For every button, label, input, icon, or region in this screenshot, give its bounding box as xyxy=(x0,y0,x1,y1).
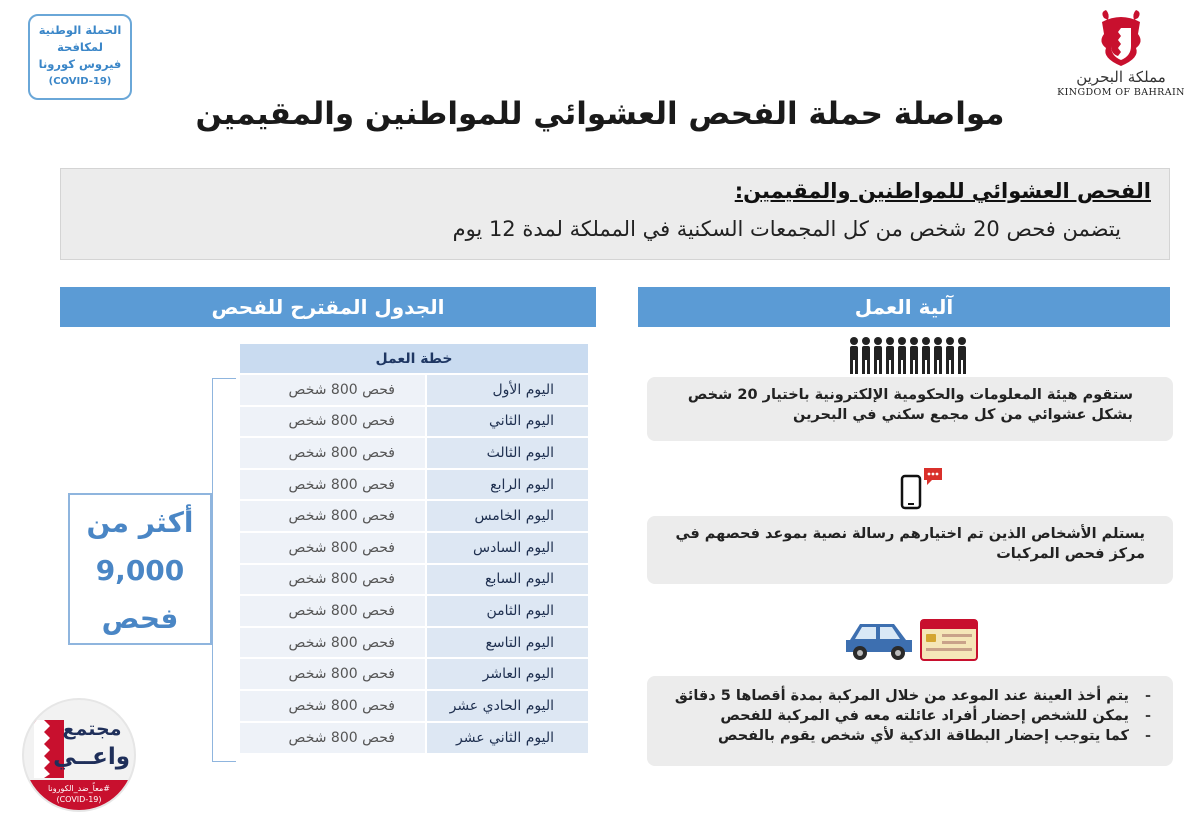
table-row xyxy=(240,564,588,596)
phone-message-icon xyxy=(898,466,944,512)
day-cell: اليوم الحادي عشر xyxy=(426,690,588,722)
intro-text: يتضمن فحص 20 شخص من كل المجمعات السكنية في المملكة لمدة 12 يوم xyxy=(452,217,1121,241)
day-cell: اليوم التاسع xyxy=(426,627,588,659)
table-row xyxy=(240,658,588,690)
count-cell: فحص 800 شخص xyxy=(240,532,426,564)
total-tests-box xyxy=(68,493,212,645)
step2-line2: مركز فحص المركبات xyxy=(996,546,1145,562)
day-cell: اليوم الثاني xyxy=(426,406,588,438)
step2-line1: يستلم الأشخاص الذين تم اختيارهم رسالة نصية بموعد فحصهم في xyxy=(675,526,1145,542)
day-cell: اليوم السابع xyxy=(426,564,588,596)
count-cell: فحص 800 شخص xyxy=(240,406,426,438)
badge-tag: (COVID-19) xyxy=(56,795,102,804)
day-cell: اليوم الثاني عشر xyxy=(426,722,588,754)
table-row xyxy=(240,690,588,722)
day-cell: اليوم الخامس xyxy=(426,500,588,532)
day-cell: اليوم الأول xyxy=(426,374,588,406)
table-row xyxy=(240,406,588,438)
count-cell: فحص 800 شخص xyxy=(240,500,426,532)
total-line3: فحص xyxy=(101,602,179,635)
instructions-list xyxy=(665,686,1151,746)
table-row xyxy=(240,500,588,532)
car-icon xyxy=(842,618,916,662)
badge-word1: مجتمع xyxy=(62,718,122,740)
schedule-bracket xyxy=(212,378,236,762)
table-row xyxy=(240,437,588,469)
kingdom-emblem xyxy=(1056,8,1186,104)
count-cell: فحص 800 شخص xyxy=(240,658,426,690)
campaign-badge-line3: فيروس كورونا xyxy=(38,57,122,71)
table-row xyxy=(240,532,588,564)
day-cell: اليوم الثامن xyxy=(426,595,588,627)
campaign-badge-line4: (COVID-19) xyxy=(48,76,112,87)
step-sms-notification xyxy=(647,516,1173,584)
count-cell: فحص 800 شخص xyxy=(240,690,426,722)
count-cell: فحص 800 شخص xyxy=(240,595,426,627)
id-card-icon xyxy=(920,618,978,662)
schedule-table xyxy=(240,344,588,753)
campaign-badge-line1: الحملة الوطنية xyxy=(38,23,122,37)
list-item: - يتم أخذ العينة عند الموعد من خلال المركبة بمدة أقصاها 5 دقائق xyxy=(665,686,1151,706)
coat-of-arms-icon xyxy=(1098,8,1144,68)
schedule-table-title: خطة العمل xyxy=(240,344,588,374)
aware-community-badge xyxy=(24,700,134,810)
table-row xyxy=(240,469,588,501)
count-cell: فحص 800 شخص xyxy=(240,374,426,406)
emblem-arabic-name: مملكة البحرين xyxy=(1076,68,1166,86)
count-cell: فحص 800 شخص xyxy=(240,564,426,596)
count-cell: فحص 800 شخص xyxy=(240,469,426,501)
count-cell: فحص 800 شخص xyxy=(240,722,426,754)
campaign-badge xyxy=(28,14,132,100)
intro-heading: الفحص العشوائي للمواطنين والمقيمين: xyxy=(734,179,1151,203)
page-title: مواصلة حملة الفحص العشوائي للمواطنين والمقيمين xyxy=(195,96,1005,132)
count-cell: فحص 800 شخص xyxy=(240,437,426,469)
campaign-badge-line2: لمكافحة xyxy=(57,40,103,54)
badge-word2: واعــي xyxy=(53,744,130,770)
day-cell: اليوم الثالث xyxy=(426,437,588,469)
day-cell: اليوم العاشر xyxy=(426,658,588,690)
emblem-english-name: KINGDOM OF BAHRAIN xyxy=(1057,87,1185,98)
day-cell: اليوم الرابع xyxy=(426,469,588,501)
step1-line1: ستقوم هيئة المعلومات والحكومية الإلكترونية باختيار 20 شخص xyxy=(687,387,1133,403)
people-group-icon xyxy=(848,336,976,376)
intro-box xyxy=(60,168,1170,260)
day-cell: اليوم السادس xyxy=(426,532,588,564)
step1-line2: بشكل عشوائي من كل مجمع سكني في البحرين xyxy=(793,407,1133,423)
table-row xyxy=(240,374,588,406)
badge-ribbon xyxy=(24,780,134,810)
list-item: - كما يتوجب إحضار البطاقة الذكية لأي شخص يقوم بالفحص xyxy=(665,726,1151,746)
table-row xyxy=(240,722,588,754)
table-row xyxy=(240,595,588,627)
step-selection xyxy=(647,377,1173,441)
count-cell: فحص 800 شخص xyxy=(240,627,426,659)
schedule-header: الجدول المقترح للفحص xyxy=(60,287,596,327)
table-row xyxy=(240,627,588,659)
mechanism-header: آلية العمل xyxy=(638,287,1170,327)
list-item: - يمكن للشخص إحضار أفراد عائلته معه في المركبة للفحص xyxy=(665,706,1151,726)
badge-hashtag: #معاً_ضد_الكورونا xyxy=(48,784,110,793)
total-number: 9,000 xyxy=(95,554,185,587)
step-sample-collection xyxy=(647,676,1173,766)
total-line1: أكثر من xyxy=(86,506,194,539)
